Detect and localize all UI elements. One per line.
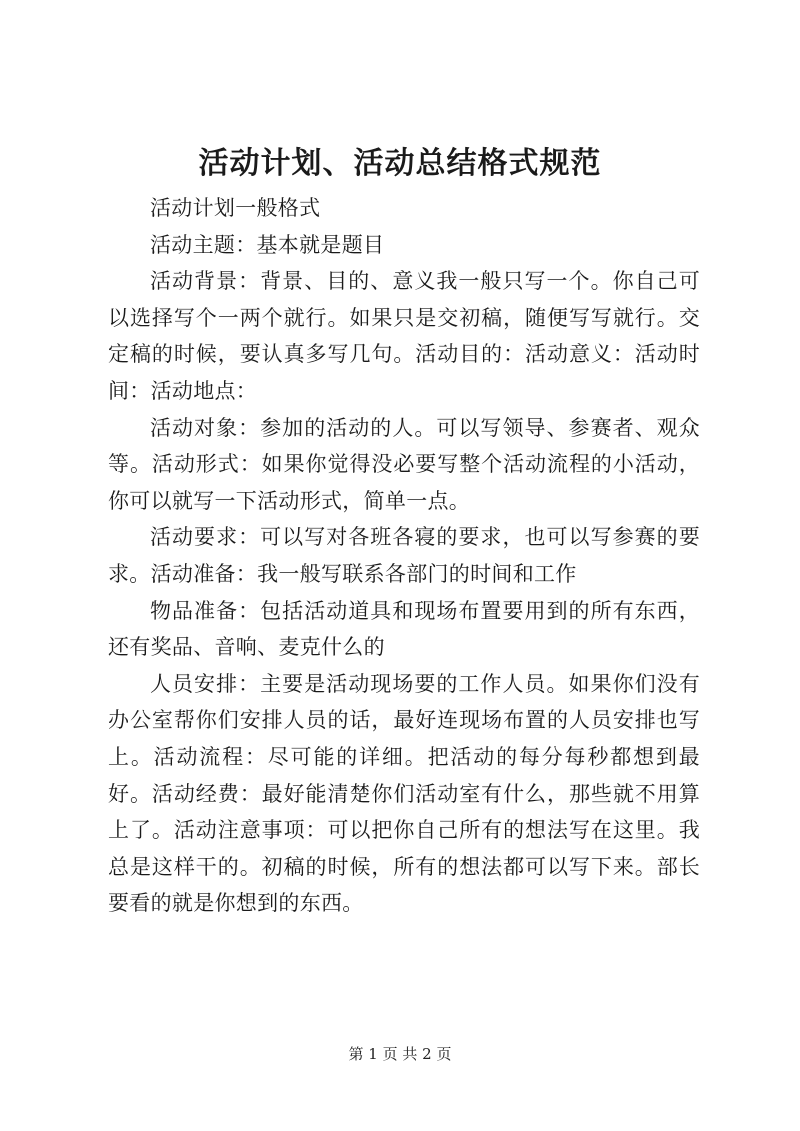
paragraph-background: 活动背景：背景、目的、意义我一般只写一个。你自己可以选择写个一两个就行。如果只是交初稿，随便写写就行。交定稿的时候，要认真多写几句。活动目的：活动意义：活动时间：活动地点： [108,269,700,403]
paragraph-audience: 活动对象：参加的活动的人。可以写领导、参赛者、观众等。活动形式：如果你觉得没必要写整个活动流程的小活动，你可以就写一下活动形式，简单一点。 [108,415,700,513]
paragraph-requirements: 活动要求：可以写对各班各寝的要求，也可以写参赛的要求。活动准备：我一般写联系各部门的时间和工作 [108,525,700,586]
document-title: 活动计划、活动总结格式规范 [198,146,602,181]
page-number-footer: 第 1 页 共 2 页 [348,1045,452,1063]
paragraph-plan-format: 活动计划一般格式 [150,196,321,220]
paragraph-theme: 活动主题：基本就是题目 [150,232,385,257]
paragraph-staffing: 人员安排：主要是活动现场要的工作人员。如果你们没有办公室帮你们安排人员的话，最好连现场布置的人员安排也写上。活动流程：尽可能的详细。把活动的每分每秒都想到最好。活动经费：最好能清楚你们活动室有什么，那些就不用算上了。活动注意事项：可以把你自己所有的想法写在这里。我总是这样干的。初稿的时候，所有的想法都可以写下来。部长要看的就是你想到的东西。 [108,671,700,916]
document-body [108,190,700,922]
paragraph-materials: 物品准备：包括活动道具和现场布置要用到的所有东西，还有奖品、音响、麦克什么的 [108,598,700,660]
